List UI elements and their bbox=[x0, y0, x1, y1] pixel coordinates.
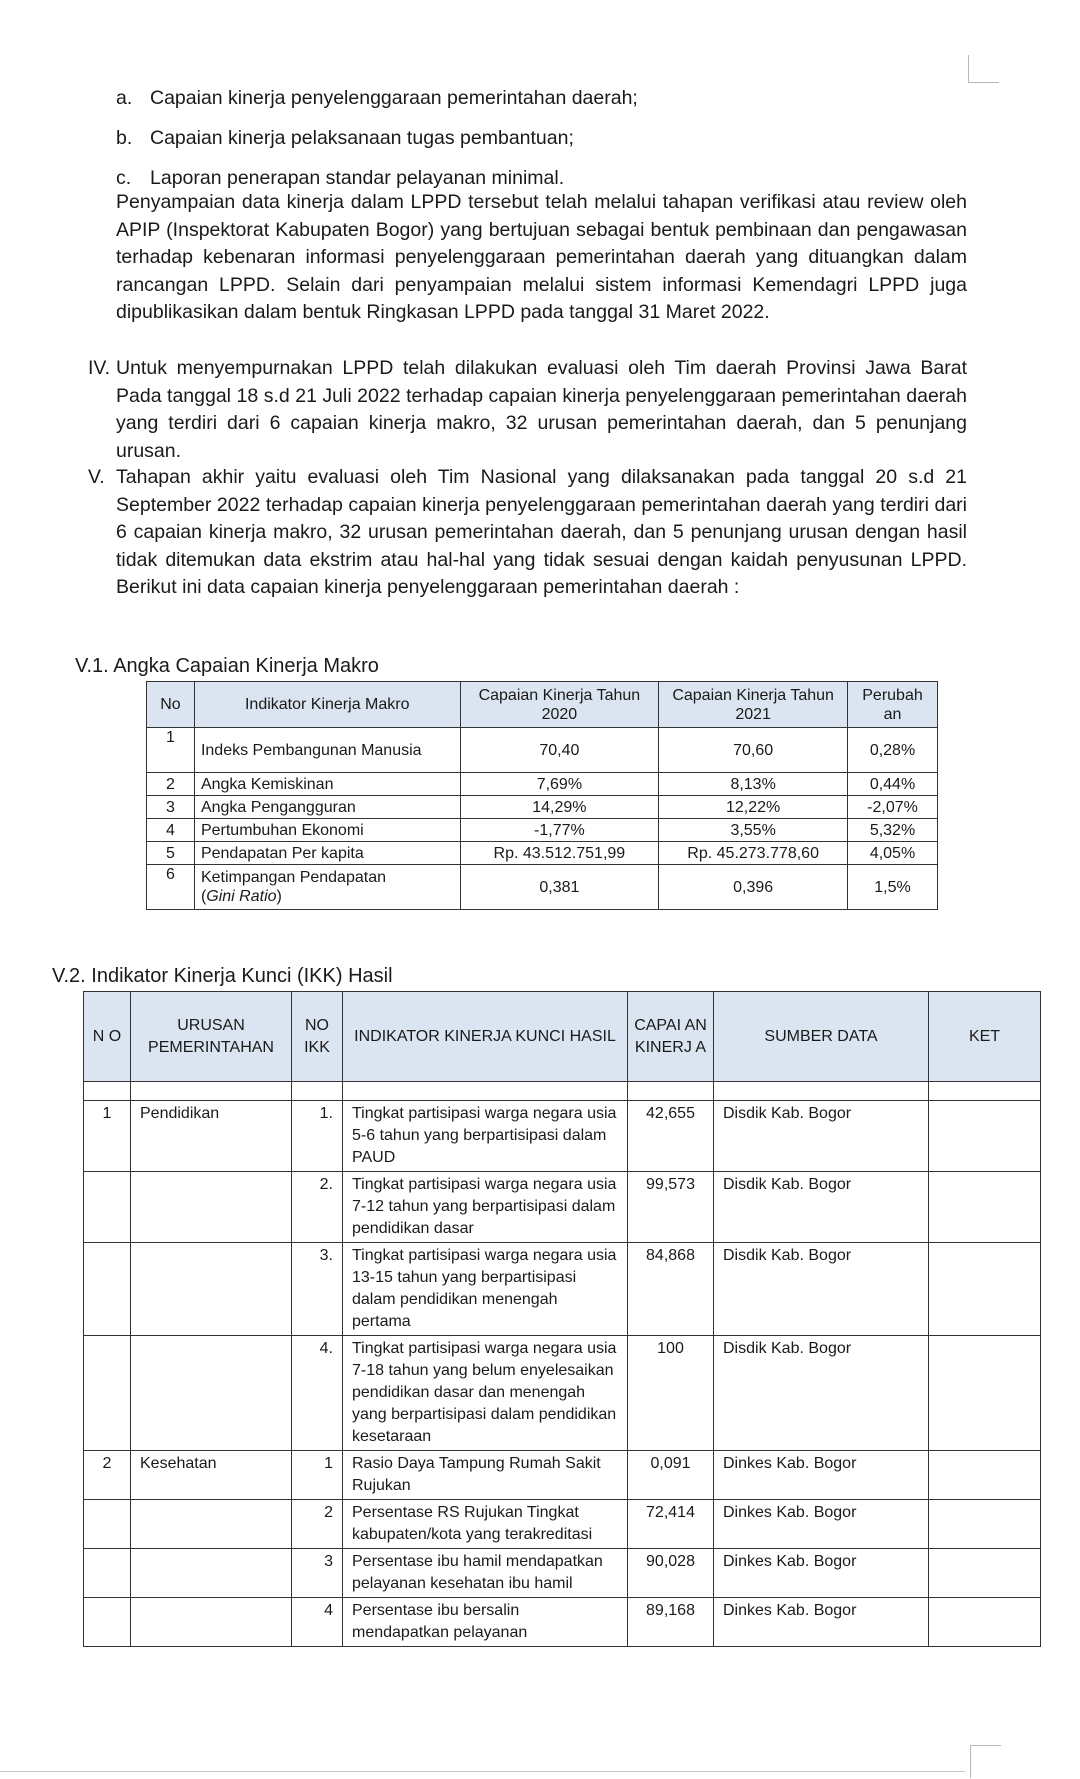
table-row bbox=[84, 1598, 1041, 1647]
cell-2020: -1,77% bbox=[460, 819, 659, 842]
cell-perubahan: 0,28% bbox=[848, 728, 938, 773]
cell-indikator: Persentase RS Rujukan Tingkat kabupaten/kota yang terakreditasi bbox=[343, 1500, 628, 1549]
col-header-sumber: SUMBER DATA bbox=[714, 992, 929, 1082]
cell-indikator: Indeks Pembangunan Manusia bbox=[194, 728, 460, 773]
cell-indikator: Tingkat partisipasi warga negara usia 13-15 tahun yang berpartisipasi dalam pendidikan menengah pertama bbox=[343, 1243, 628, 1336]
col-header-no-ikk: NO IKK bbox=[292, 992, 343, 1082]
cell-2021: 12,22% bbox=[659, 796, 848, 819]
col-header-no: No bbox=[147, 682, 195, 728]
cell-indikator: Pendapatan Per kapita bbox=[194, 842, 460, 865]
cell-no-ikk: 4. bbox=[292, 1336, 343, 1451]
cell-urusan: Kesehatan bbox=[131, 1451, 292, 1500]
list-text: Capaian kinerja penyelenggaraan pemerintahan daerah; bbox=[150, 87, 638, 109]
cell-ket bbox=[929, 1598, 1041, 1647]
cell-sumber: Disdik Kab. Bogor bbox=[714, 1243, 929, 1336]
indikator-text: Ketimpangan Pendapatan bbox=[200, 869, 386, 886]
cell-urusan: Pendidikan bbox=[131, 1101, 292, 1172]
table-header-row bbox=[84, 992, 1041, 1082]
cell-indikator: Tingkat partisipasi warga negara usia 7-18 tahun yang belum enyelesaikan pendidikan dasar dan menengah yang berpartisipasi dalam pendidikan kesetaraan bbox=[343, 1336, 628, 1451]
cell-sumber: Disdik Kab. Bogor bbox=[714, 1172, 929, 1243]
section-title-v1: V.1. Angka Capaian Kinerja Makro bbox=[75, 655, 379, 677]
cell-2020: Rp. 43.512.751,99 bbox=[460, 842, 659, 865]
cell-perubahan: 4,05% bbox=[848, 842, 938, 865]
cell-no: 3 bbox=[147, 796, 195, 819]
roman-marker: IV. bbox=[88, 357, 111, 379]
cell-indikator: Tingkat partisipasi warga negara usia 5-6 tahun yang berpartisipasi dalam PAUD bbox=[343, 1101, 628, 1172]
cell-urusan bbox=[131, 1243, 292, 1336]
col-header-ket: KET bbox=[929, 992, 1041, 1082]
cell-2020: 70,40 bbox=[460, 728, 659, 773]
cell-2020: 0,381 bbox=[460, 865, 659, 910]
cell-indikator: Ketimpangan Pendapatan (Gini Ratio) bbox=[194, 865, 460, 910]
cell-no bbox=[84, 1336, 131, 1451]
cell-perubahan: 0,44% bbox=[848, 773, 938, 796]
cell-no bbox=[84, 1598, 131, 1647]
cell-2020: 7,69% bbox=[460, 773, 659, 796]
cell-ket bbox=[929, 1101, 1041, 1172]
col-header-indikator: INDIKATOR KINERJA KUNCI HASIL bbox=[343, 992, 628, 1082]
table-row bbox=[84, 1549, 1041, 1598]
cell-indikator: Pertumbuhan Ekonomi bbox=[194, 819, 460, 842]
cell-no bbox=[84, 1243, 131, 1336]
section-title-v2: V.2. Indikator Kinerja Kunci (IKK) Hasil bbox=[52, 965, 393, 987]
cell-no: 5 bbox=[147, 842, 195, 865]
cell-no-ikk: 3. bbox=[292, 1243, 343, 1336]
body-paragraph: Penyampaian data kinerja dalam LPPD tersebut telah melalui tahapan verifikasi atau review oleh APIP (Inspektorat Kabupaten Bogor) yang bertujuan sebagai bentuk pembinaan dan pengawasan terhadap kebenaran informasi penyelenggaraan pemerintahan daerah yang dituangkan dalam rancangan LPPD. Selain dari penyampaian melalui sistem informasi Kemendagri LPPD juga dipublikasikan dalam bentuk Ringkasan LPPD pada tanggal 31 Maret 2022. bbox=[116, 191, 967, 323]
cell-2021: Rp. 45.273.778,60 bbox=[659, 842, 848, 865]
cell-capaian: 42,655 bbox=[628, 1101, 714, 1172]
cell-ket bbox=[929, 1451, 1041, 1500]
table-row bbox=[147, 728, 938, 773]
cell-ket bbox=[929, 1243, 1041, 1336]
col-header-no: N O bbox=[84, 992, 131, 1082]
roman-text: Tahapan akhir yaitu evaluasi oleh Tim Nasional yang dilaksanakan pada tanggal 20 s.d 21 September 2022 terhadap capaian kinerja penyelenggaraan pemerintahan daerah yang terdiri dari 6 capaian kinerja makro, 32 urusan pemerintahan daerah, dan 5 penunjang urusan dengan hasil tidak ditemukan data ekstrim atau hal-hal yang tidak sesuai dengan kaidah penyusunan LPPD. Berikut ini data capaian kinerja penyelenggaraan pemerintahan daerah : bbox=[116, 466, 967, 598]
col-header-2020: Capaian Kinerja Tahun 2020 bbox=[460, 682, 659, 728]
cell-no: 6 bbox=[147, 865, 195, 910]
cell-urusan bbox=[131, 1549, 292, 1598]
cell-no-ikk: 3 bbox=[292, 1549, 343, 1598]
cell-sumber: Dinkes Kab. Bogor bbox=[714, 1451, 929, 1500]
cell-sumber: Disdik Kab. Bogor bbox=[714, 1101, 929, 1172]
table-row bbox=[84, 1451, 1041, 1500]
cell-2021: 3,55% bbox=[659, 819, 848, 842]
table-row bbox=[84, 1336, 1041, 1451]
list-text: Laporan penerapan standar pelayanan minimal. bbox=[150, 167, 565, 189]
cell-no bbox=[84, 1172, 131, 1243]
cell-2021: 8,13% bbox=[659, 773, 848, 796]
list-marker: a. bbox=[116, 87, 133, 109]
cell-indikator: Angka Pengangguran bbox=[194, 796, 460, 819]
cell-2020: 14,29% bbox=[460, 796, 659, 819]
cell-no: 2 bbox=[147, 773, 195, 796]
list-text: Capaian kinerja pelaksanaan tugas pembantuan; bbox=[150, 127, 574, 149]
cell-indikator: Persentase ibu bersalin mendapatkan pelayanan bbox=[343, 1598, 628, 1647]
col-header-indikator: Indikator Kinerja Makro bbox=[194, 682, 460, 728]
roman-marker: V. bbox=[88, 466, 105, 488]
cell-perubahan: 1,5% bbox=[848, 865, 938, 910]
cell-capaian: 72,414 bbox=[628, 1500, 714, 1549]
cell-urusan bbox=[131, 1500, 292, 1549]
cell-no: 2 bbox=[84, 1451, 131, 1500]
cell-capaian: 84,868 bbox=[628, 1243, 714, 1336]
cell-capaian: 90,028 bbox=[628, 1549, 714, 1598]
cell-urusan bbox=[131, 1172, 292, 1243]
cell-sumber: Dinkes Kab. Bogor bbox=[714, 1598, 929, 1647]
table-row bbox=[147, 773, 938, 796]
table-row bbox=[84, 1172, 1041, 1243]
table-row bbox=[84, 1500, 1041, 1549]
cell-capaian: 100 bbox=[628, 1336, 714, 1451]
page-corner-mark-bottom bbox=[970, 1745, 1001, 1778]
page-bottom-rule bbox=[0, 1771, 965, 1772]
cell-no-ikk: 1 bbox=[292, 1451, 343, 1500]
cell-sumber: Disdik Kab. Bogor bbox=[714, 1336, 929, 1451]
cell-2021: 0,396 bbox=[659, 865, 848, 910]
col-header-capaian: CAPAI AN KINERJ A bbox=[628, 992, 714, 1082]
cell-no: 4 bbox=[147, 819, 195, 842]
table-row bbox=[147, 865, 938, 910]
indikator-italic: Gini Ratio bbox=[206, 888, 277, 905]
table-row bbox=[84, 1243, 1041, 1336]
macro-performance-table bbox=[146, 681, 938, 910]
cell-no-ikk: 4 bbox=[292, 1598, 343, 1647]
cell-ket bbox=[929, 1549, 1041, 1598]
cell-capaian: 99,573 bbox=[628, 1172, 714, 1243]
table-row bbox=[147, 819, 938, 842]
cell-capaian: 89,168 bbox=[628, 1598, 714, 1647]
cell-indikator: Angka Kemiskinan bbox=[194, 773, 460, 796]
page-corner-mark-top bbox=[968, 55, 999, 83]
list-marker: b. bbox=[116, 127, 133, 149]
cell-no bbox=[84, 1549, 131, 1598]
cell-2021: 70,60 bbox=[659, 728, 848, 773]
cell-perubahan: 5,32% bbox=[848, 819, 938, 842]
cell-urusan bbox=[131, 1598, 292, 1647]
cell-no-ikk: 2 bbox=[292, 1500, 343, 1549]
ikk-table bbox=[83, 991, 1041, 1647]
cell-no bbox=[84, 1500, 131, 1549]
col-header-perubahan: Perubah an bbox=[848, 682, 938, 728]
table-row bbox=[147, 842, 938, 865]
roman-text: Untuk menyempurnakan LPPD telah dilakukan evaluasi oleh Tim daerah Provinsi Jawa Barat Pada tanggal 18 s.d 21 Juli 2022 terhadap capaian kinerja penyelenggaraan pemerintahan daerah yang terdiri dari 6 capaian kinerja makro, 32 urusan pemerintahan daerah, dan 5 penunjang urusan. bbox=[116, 357, 967, 462]
cell-ket bbox=[929, 1336, 1041, 1451]
col-header-2021: Capaian Kinerja Tahun 2021 bbox=[659, 682, 848, 728]
table-row bbox=[84, 1101, 1041, 1172]
cell-ket bbox=[929, 1172, 1041, 1243]
list-marker: c. bbox=[116, 167, 132, 189]
cell-urusan bbox=[131, 1336, 292, 1451]
cell-indikator: Persentase ibu hamil mendapatkan pelayanan kesehatan ibu hamil bbox=[343, 1549, 628, 1598]
cell-indikator: Tingkat partisipasi warga negara usia 7-12 tahun yang berpartisipasi dalam pendidikan dasar bbox=[343, 1172, 628, 1243]
cell-no: 1 bbox=[147, 728, 195, 773]
col-header-urusan: URUSAN PEMERINTAHAN bbox=[131, 992, 292, 1082]
cell-indikator: Rasio Daya Tampung Rumah Sakit Rujukan bbox=[343, 1451, 628, 1500]
cell-ket bbox=[929, 1500, 1041, 1549]
cell-no: 1 bbox=[84, 1101, 131, 1172]
cell-capaian: 0,091 bbox=[628, 1451, 714, 1500]
cell-no-ikk: 1. bbox=[292, 1101, 343, 1172]
cell-perubahan: -2,07% bbox=[848, 796, 938, 819]
cell-sumber: Dinkes Kab. Bogor bbox=[714, 1500, 929, 1549]
cell-no-ikk: 2. bbox=[292, 1172, 343, 1243]
table-row bbox=[147, 796, 938, 819]
table-spacer-row bbox=[84, 1082, 1041, 1101]
table-header-row bbox=[147, 682, 938, 728]
cell-sumber: Dinkes Kab. Bogor bbox=[714, 1549, 929, 1598]
